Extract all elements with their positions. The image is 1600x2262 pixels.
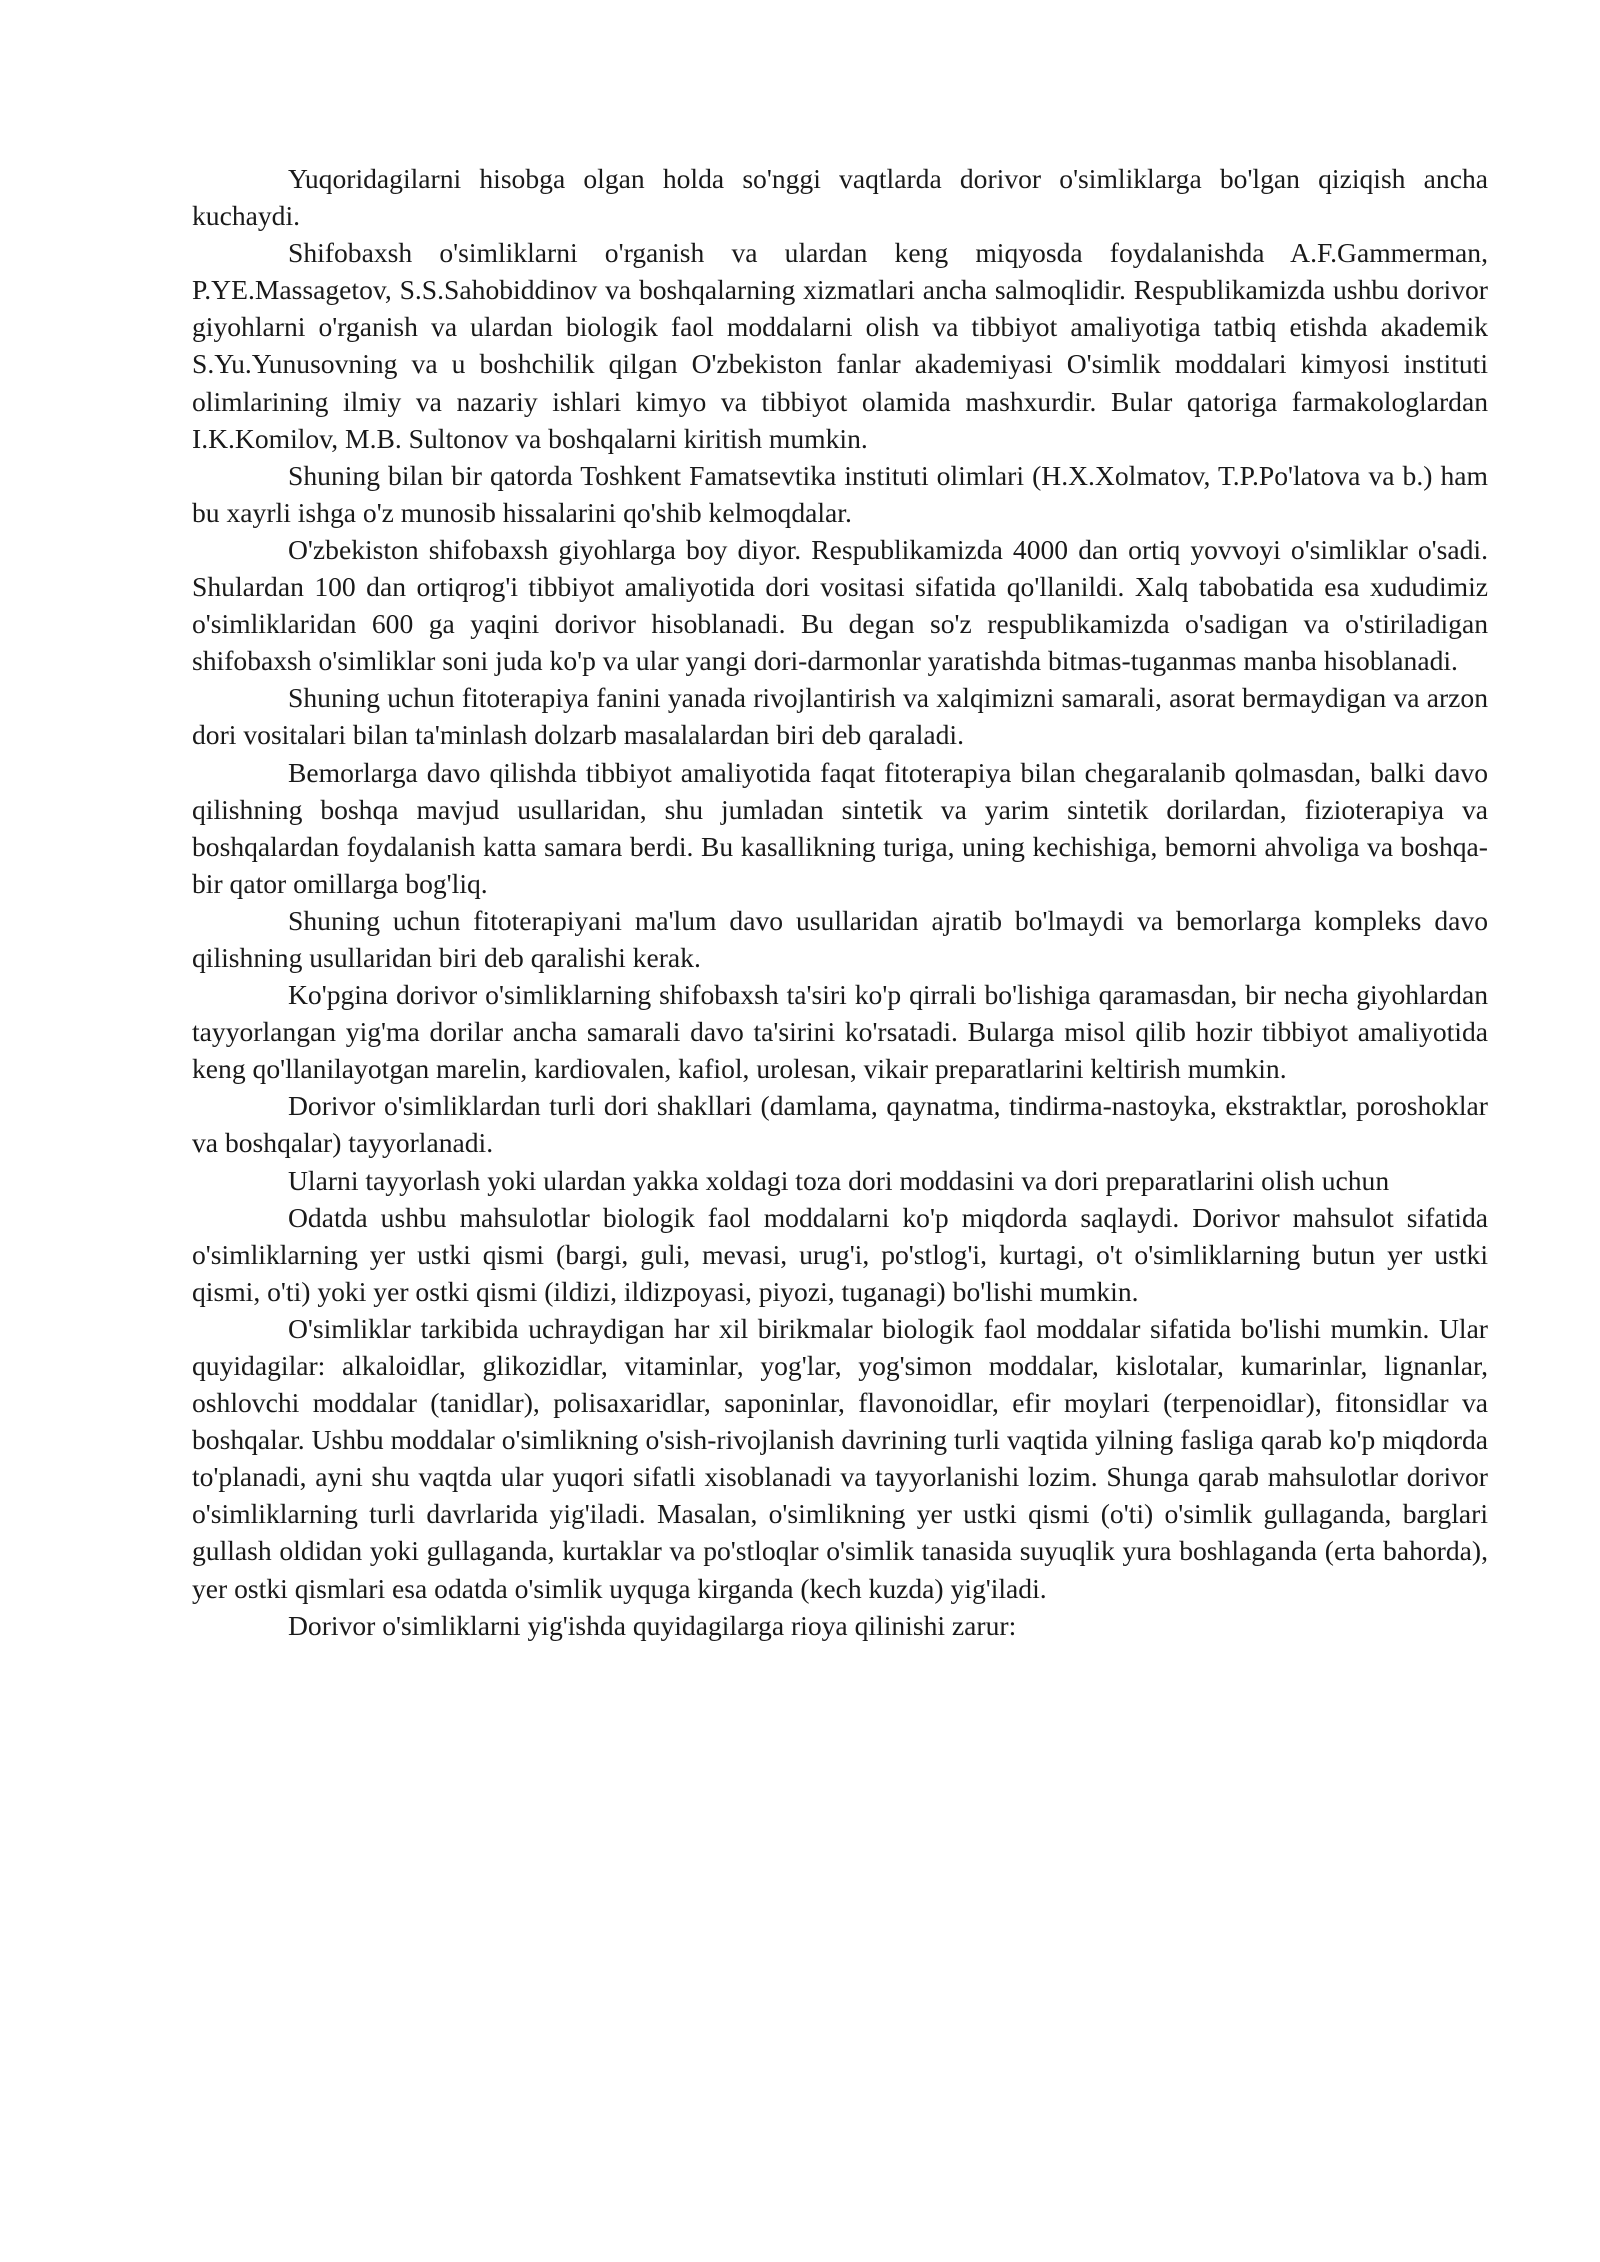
paragraph: Shuning uchun fitoterapiya fanini yanada rivojlantirish va xalqimizni samarali, asorat bermaydigan va arzon dori vositalari bilan ta'minlash dolzarb masalalardan biri deb qaraladi.: [192, 682, 1488, 751]
document-body: [192, 160, 1488, 1644]
paragraph: Bemorlarga davo qilishda tibbiyot amaliyotida faqat fitoterapiya bilan chegaralanib qolmasdan, balki davo qilishning boshqa mavjud usullaridan, shu jumladan sintetik va yarim sintetik dorilardan, fizioterapiya va boshqalardan foydalanish katta samara berdi. Bu kasallikning turiga, uning kechishiga, bemorni ahvoliga va boshqa-bir qator omillarga bog'liq.: [192, 756, 1488, 899]
paragraph: Dorivor o'simliklarni yig'ishda quyidagilarga rioya qilinishi zarur:: [288, 1609, 1017, 1641]
paragraph: O'simliklar tarkibida uchraydigan har xil birikmalar biologik faol moddalar sifatida bo'lishi mumkin. Ular quyidagilar: alkaloidlar, glikozidlar, vitaminlar, yog'lar, yog'simon moddalar, kislotalar, kumarinlar, lignanlar, oshlovchi moddalar (tanidlar), polisaxaridlar, saponinlar, flavonoidlar, efir moylari (terpenoidlar), fitonsidlar va boshqalar. Ushbu moddalar o'simlikning o'sish-rivojlanish davrining turli vaqtida yilning fasliga qarab ko'p miqdorda to'planadi, ayni shu vaqtda ular yuqori sifatli xisoblanadi va tayyorlanishi lozim. Shunga qarab mahsulotlar dorivor o'simliklarning turli davrlarida yig'iladi. Masalan, o'simlikning yer ustki qismi (o'ti) o'simlik gullaganda, barglari gullash oldidan yoki gullaganda, kurtaklar va po'stloqlar o'simlik tanasida suyuqlik yura boshlaganda (erta bahorda), yer ostki qismlari esa odatda o'simlik uyquga kirganda (kech kuzda) yig'iladi.: [192, 1312, 1488, 1604]
paragraph: Ko'pgina dorivor o'simliklarning shifobaxsh ta'siri ko'p qirrali bo'lishiga qaramasdan, bir necha giyohlardan tayyorlangan yig'ma dorilar ancha samarali davo ta'sirini ko'rsatadi. Bularga misol qilib hozir tibbiyot amaliyotida keng qo'llanilayotgan marelin, kardiovalen, kafiol, urolesan, vikair preparatlarini keltirish mumkin.: [192, 979, 1488, 1085]
paragraph: O'zbekiston shifobaxsh giyohlarga boy diyor. Respublikamizda 4000 dan ortiq yovvoyi o'simliklar o'sadi. Shulardan 100 dan ortiqrog'i tibbiyot amaliyotida dori vositasi sifatida qo'llanildi. Xalq tabobatida esa xududimiz o'simliklaridan 600 ga yaqini dorivor hisoblanadi. Bu degan so'z respublikamizda o'sadigan va o'stiriladigan shifobaxsh o'simliklar soni juda ko'p va ular yangi dori-darmonlar yaratishda bitmas-tuganmas manba hisoblanadi.: [192, 533, 1488, 677]
paragraph: Shuning uchun fitoterapiyani ma'lum davo usullaridan ajratib bo'lmaydi va bemorlarga kompleks davo qilishning usullaridan biri deb qaralishi kerak.: [192, 904, 1488, 973]
paragraph: Dorivor o'simliklardan turli dori shakllari (damlama, qaynatma, tindirma-nastoyka, ekstraktlar, poroshoklar va boshqalar) tayyorlanadi.: [192, 1090, 1488, 1159]
paragraph: Shifobaxsh o'simliklarni o'rganish va ulardan keng miqyosda foydalanishda A.F.Gammerman, P.YE.Massagetov, S.S.Sahobiddinov va boshqalarning xizmatlari ancha salmoqlidir. Respublikamizda ushbu dorivor giyohlarni o'rganish va ulardan biologik faol moddalarni olish va tibbiyot amaliyotiga tatbiq etishda akademik S.Yu.Yunusovning va u boshchilik qilgan O'zbekiston fanlar akademiyasi O'simlik moddalari kimyosi instituti olimlarining ilmiy va nazariy ishlari kimyo va tibbiyot olamida mashxurdir. Bular qatoriga farmakologlardan I.K.Komilov, M.B. Sultonov va boshqalarni kiritish mumkin.: [192, 237, 1488, 454]
paragraph: Shuning bilan bir qatorda Toshkent Famatsevtika instituti olimlari (H.X.Xolmatov, T.P.Po'latova va b.) ham bu xayrli ishga o'z munosib hissalarini qo'shib kelmoqdalar.: [192, 459, 1488, 528]
paragraph: Odatda ushbu mahsulotlar biologik faol moddalarni ko'p miqdorda saqlaydi. Dorivor mahsulot sifatida o'simliklarning yer ustki qismi (bargi, guli, mevasi, urug'i, po'stlog'i, kurtagi, o't o'simliklarning butun yer ustki qismi, o'ti) yoki yer ostki qismi (ildizi, ildizpoyasi, piyozi, tuganagi) bo'lishi mumkin.: [192, 1201, 1488, 1307]
paragraph: Yuqoridagilarni hisobga olgan holda so'nggi vaqtlarda dorivor o'simliklarga bo'lgan qiziqish ancha kuchaydi.: [192, 163, 1488, 232]
paragraph: Ularni tayyorlash yoki ulardan yakka xoldagi toza dori moddasini va dori preparatlarini olish uchun: [288, 1164, 1390, 1196]
